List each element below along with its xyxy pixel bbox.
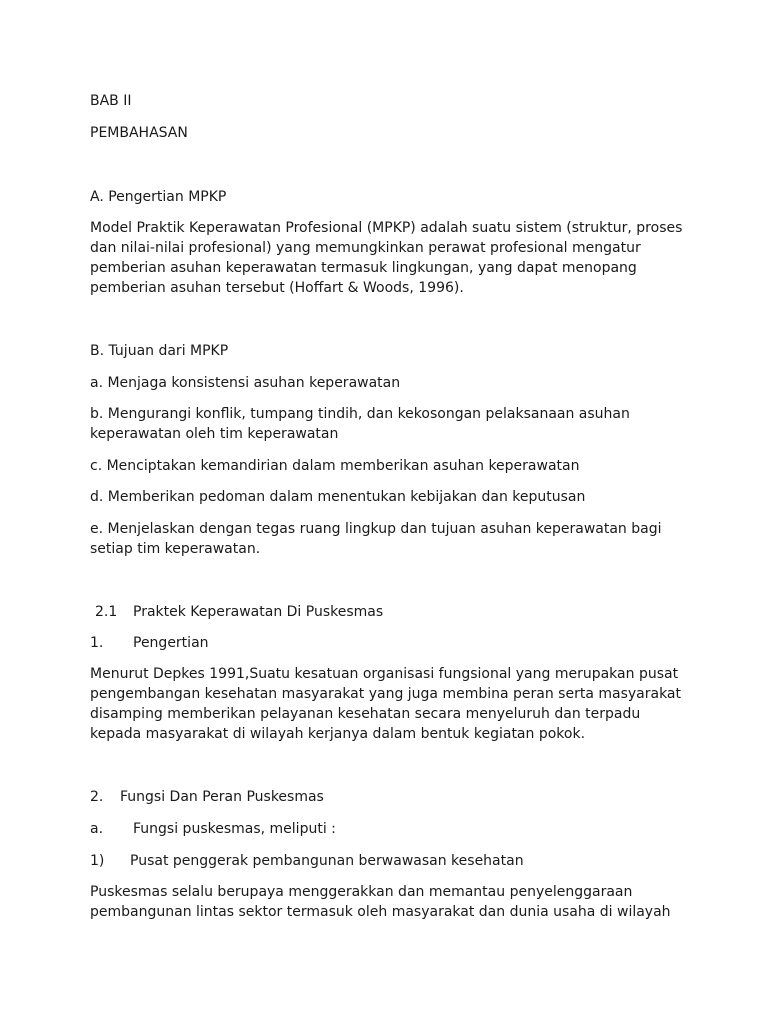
goal-item-e-line: setiap tim keperawatan. — [90, 541, 261, 557]
sub2a-number: a. — [90, 821, 104, 837]
section-a-line: pemberian asuhan keperawatan termasuk lingkungan, yang dapat menopang — [90, 260, 637, 276]
section-21-heading-row — [95, 602, 383, 622]
goal-item-e — [90, 519, 690, 559]
section-21-line: kepada masyarakat di wilayah kerjanya dalam bentuk kegiatan pokok. — [90, 726, 586, 742]
chapter-title: PEMBAHASAN — [90, 125, 188, 141]
sub2a1-line: Puskesmas selalu berupaya menggerakkan dan memantau penyelenggaraan — [90, 884, 633, 900]
goal-item-b — [90, 404, 690, 444]
sub2-heading: Fungsi Dan Peran Puskesmas — [120, 789, 324, 805]
goal-item-a: a. Menjaga konsistensi asuhan keperawatan — [90, 375, 401, 391]
goal-item-d: d. Memberikan pedoman dalam menentukan kebijakan dan keputusan — [90, 489, 586, 505]
section-21-number: 2.1 — [95, 604, 118, 620]
section-21-body — [90, 664, 690, 744]
section-21-heading: Praktek Keperawatan Di Puskesmas — [133, 604, 384, 620]
section-21-line: disamping memberikan pelayanan kesehatan secara menyeluruh dan terpadu — [90, 706, 641, 722]
sub1-heading: Pengertian — [133, 635, 209, 651]
section-a-heading: A. Pengertian MPKP — [90, 189, 227, 205]
section-a-line: pemberian asuhan tersebut (Hoffart & Woods, 1996). — [90, 280, 464, 296]
section-a-line: dan nilai-nilai profesional) yang memungkinkan perawat profesional mengatur — [90, 240, 641, 256]
sub2a-heading: Fungsi puskesmas, meliputi : — [133, 821, 336, 837]
section-21-line: Menurut Depkes 1991,Suatu kesatuan organisasi fungsional yang merupakan pusat — [90, 666, 679, 682]
sub2a1-heading-row — [90, 851, 524, 871]
section-21-line: pengembangan kesehatan masyarakat yang juga membina peran serta masyarakat — [90, 686, 682, 702]
goal-item-e-line: e. Menjelaskan dengan tegas ruang lingkup dan tujuan asuhan keperawatan bagi — [90, 521, 662, 537]
goal-item-c: c. Menciptakan kemandirian dalam memberikan asuhan keperawatan — [90, 458, 580, 474]
section-b-heading: B. Tujuan dari MPKP — [90, 343, 229, 359]
section-a-body — [90, 218, 690, 298]
sub2a1-line: pembangunan lintas sektor termasuk oleh masyarakat dan dunia usaha di wilayah — [90, 904, 671, 920]
chapter-number: BAB II — [90, 93, 132, 109]
sub2a1-number: 1) — [90, 853, 105, 869]
sub2-heading-row — [90, 787, 324, 807]
sub2a1-heading: Pusat penggerak pembangunan berwawasan kesehatan — [130, 853, 524, 869]
section-a-line: Model Praktik Keperawatan Profesional (MPKP) adalah suatu sistem (struktur, proses — [90, 220, 683, 236]
sub1-number: 1. — [90, 635, 104, 651]
goal-item-b-line: b. Mengurangi konflik, tumpang tindih, dan kekosongan pelaksanaan asuhan — [90, 406, 630, 422]
sub2-number: 2. — [90, 789, 104, 805]
sub1-heading-row — [90, 633, 209, 653]
sub2a1-body — [90, 882, 690, 922]
goal-item-b-line: keperawatan oleh tim keperawatan — [90, 426, 339, 442]
sub2a-heading-row — [90, 819, 336, 839]
